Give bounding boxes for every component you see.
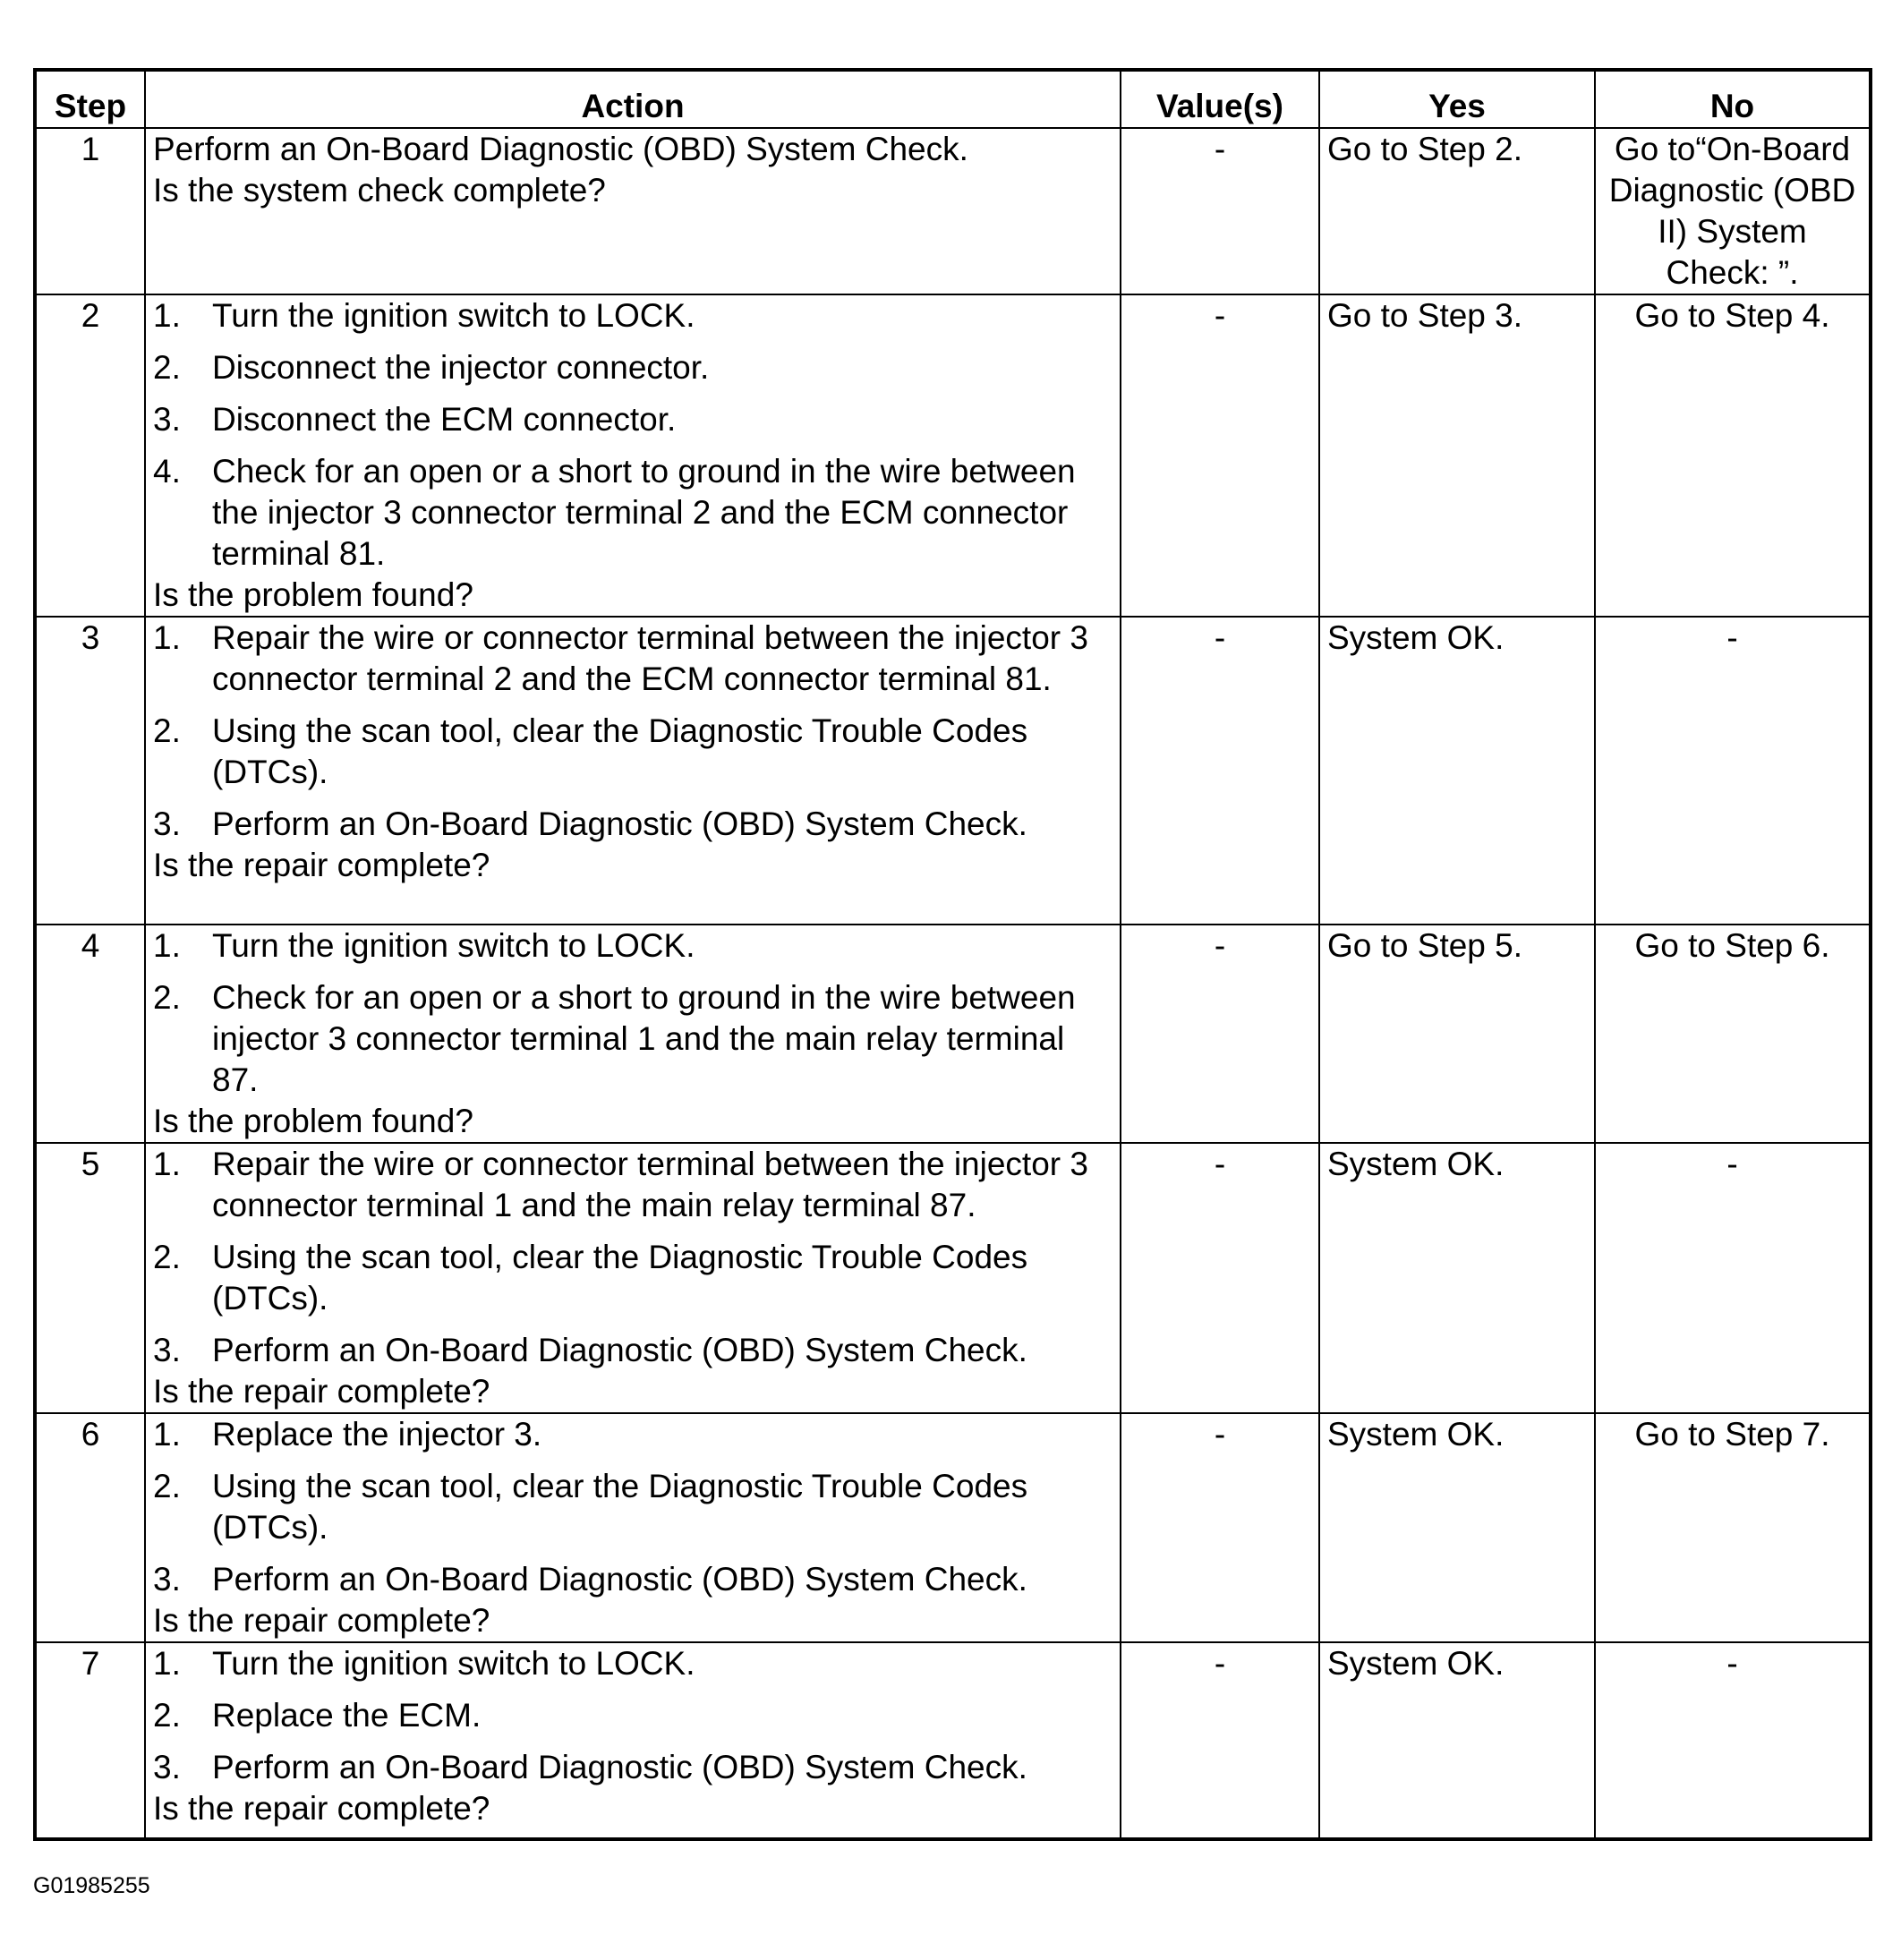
step-question: Is the repair complete?	[153, 1373, 490, 1410]
no-cell: -	[1595, 617, 1871, 925]
list-item-text: Disconnect the injector connector.	[212, 349, 710, 386]
yes-cell: System OK.	[1319, 617, 1595, 925]
step-question: Is the repair complete?	[153, 1790, 490, 1827]
list-item	[153, 295, 1112, 337]
no-cell: -	[1595, 1642, 1871, 1839]
list-item-text: Replace the injector 3.	[212, 1416, 542, 1453]
list-item	[153, 925, 1112, 967]
figure-id: G01985255	[33, 1873, 150, 1898]
yes-cell: Go to Step 2.	[1319, 128, 1595, 294]
list-item-text: Repair the wire or connector terminal between the injector 3 connector terminal 2 and the ECM connector terminal 81.	[212, 619, 1088, 697]
table-row	[35, 1143, 1871, 1413]
table-row	[35, 1642, 1871, 1839]
list-item	[153, 1695, 1112, 1736]
list-item-text: Perform an On-Board Diagnostic (OBD) System Check.	[212, 805, 1027, 842]
list-item-text: Check for an open or a short to ground in the wire between injector 3 connector terminal 1 and the main relay terminal 87.	[212, 979, 1076, 1098]
action-cell	[145, 1143, 1121, 1413]
list-item	[153, 711, 1112, 793]
list-item-text: Turn the ignition switch to LOCK.	[212, 297, 695, 334]
step-question: Is the problem found?	[153, 576, 473, 613]
list-item-number: 1.	[153, 619, 181, 656]
action-cell	[145, 925, 1121, 1143]
no-cell: Go to Step 6.	[1595, 925, 1871, 1143]
list-item-number: 1.	[153, 1645, 181, 1682]
list-item-text: Repair the wire or connector terminal between the injector 3 connector terminal 1 and the main relay terminal 87.	[212, 1146, 1088, 1223]
yes-cell: System OK.	[1319, 1413, 1595, 1642]
header-value: Value(s)	[1121, 70, 1319, 128]
header-step: Step	[35, 70, 145, 128]
list-item	[153, 347, 1112, 388]
list-item	[153, 804, 1112, 845]
list-item-text: Using the scan tool, clear the Diagnostic Trouble Codes (DTCs).	[212, 1468, 1028, 1546]
list-item	[153, 1330, 1112, 1371]
step-number: 7	[35, 1642, 145, 1839]
list-item-number: 2.	[153, 1468, 181, 1504]
list-item-number: 3.	[153, 1749, 181, 1785]
list-item	[153, 1144, 1112, 1226]
step-question: Is the repair complete?	[153, 1602, 490, 1639]
table-header	[35, 70, 1871, 128]
list-item	[153, 1414, 1112, 1455]
action-text: Perform an On-Board Diagnostic (OBD) System Check.	[153, 131, 968, 167]
yes-cell: System OK.	[1319, 1642, 1595, 1839]
header-action: Action	[145, 70, 1121, 128]
table-row	[35, 617, 1871, 925]
list-item-text: Disconnect the ECM connector.	[212, 401, 677, 438]
action-list	[153, 1643, 1112, 1788]
value-cell: -	[1121, 128, 1319, 294]
action-cell	[145, 294, 1121, 617]
step-number: 4	[35, 925, 145, 1143]
list-item	[153, 1466, 1112, 1548]
list-item	[153, 451, 1112, 575]
table-row	[35, 925, 1871, 1143]
header-row	[35, 70, 1871, 128]
list-item-number: 1.	[153, 927, 181, 964]
header-no: No	[1595, 70, 1871, 128]
action-list	[153, 1144, 1112, 1371]
list-item-number: 2.	[153, 1239, 181, 1275]
step-question: Is the system check complete?	[153, 172, 606, 209]
value-cell: -	[1121, 617, 1319, 925]
list-item-number: 2.	[153, 979, 181, 1016]
diagnostic-table	[33, 68, 1872, 1841]
list-item-number: 2.	[153, 349, 181, 386]
list-item-number: 2.	[153, 712, 181, 749]
value-cell: -	[1121, 925, 1319, 1143]
no-cell: Go to Step 7.	[1595, 1413, 1871, 1642]
no-cell: -	[1595, 1143, 1871, 1413]
table-row	[35, 128, 1871, 294]
action-cell	[145, 1642, 1121, 1839]
step-number: 2	[35, 294, 145, 617]
step-number: 6	[35, 1413, 145, 1642]
step-number: 1	[35, 128, 145, 294]
list-item-text: Perform an On-Board Diagnostic (OBD) System Check.	[212, 1749, 1027, 1785]
list-item-number: 3.	[153, 1332, 181, 1368]
action-cell	[145, 128, 1121, 294]
action-list	[153, 295, 1112, 575]
yes-cell: System OK.	[1319, 1143, 1595, 1413]
list-item-text: Turn the ignition switch to LOCK.	[212, 927, 695, 964]
step-number: 5	[35, 1143, 145, 1413]
list-item-number: 3.	[153, 401, 181, 438]
list-item	[153, 399, 1112, 440]
yes-cell: Go to Step 3.	[1319, 294, 1595, 617]
list-item-text: Using the scan tool, clear the Diagnostic Trouble Codes (DTCs).	[212, 712, 1028, 790]
header-yes: Yes	[1319, 70, 1595, 128]
list-item-number: 1.	[153, 1416, 181, 1453]
action-list	[153, 925, 1112, 1101]
list-item	[153, 618, 1112, 700]
value-cell: -	[1121, 1143, 1319, 1413]
list-item-text: Turn the ignition switch to LOCK.	[212, 1645, 695, 1682]
table-row	[35, 294, 1871, 617]
list-item-text: Check for an open or a short to ground in the wire between the injector 3 connector terminal 2 and the ECM connector terminal 81.	[212, 453, 1076, 572]
list-item	[153, 1747, 1112, 1788]
list-item-number: 3.	[153, 805, 181, 842]
list-item-number: 1.	[153, 1146, 181, 1182]
value-cell: -	[1121, 1413, 1319, 1642]
list-item	[153, 977, 1112, 1101]
table-body	[35, 128, 1871, 1839]
no-cell: Go to“On-Board Diagnostic (OBD II) System Check: ”.	[1595, 128, 1871, 294]
no-cell: Go to Step 4.	[1595, 294, 1871, 617]
action-list	[153, 618, 1112, 845]
action-cell	[145, 1413, 1121, 1642]
step-question: Is the problem found?	[153, 1103, 473, 1139]
action-cell	[145, 617, 1121, 925]
list-item-number: 1.	[153, 297, 181, 334]
list-item-number: 4.	[153, 453, 181, 490]
list-item-number: 3.	[153, 1561, 181, 1598]
list-item-text: Perform an On-Board Diagnostic (OBD) System Check.	[212, 1561, 1027, 1598]
step-number: 3	[35, 617, 145, 925]
list-item-text: Replace the ECM.	[212, 1697, 482, 1734]
list-item-number: 2.	[153, 1697, 181, 1734]
value-cell: -	[1121, 294, 1319, 617]
list-item-text: Using the scan tool, clear the Diagnostic Trouble Codes (DTCs).	[212, 1239, 1028, 1317]
list-item	[153, 1559, 1112, 1600]
list-item	[153, 1643, 1112, 1684]
action-list	[153, 1414, 1112, 1600]
list-item-text: Perform an On-Board Diagnostic (OBD) System Check.	[212, 1332, 1027, 1368]
yes-cell: Go to Step 5.	[1319, 925, 1595, 1143]
table-row	[35, 1413, 1871, 1642]
value-cell: -	[1121, 1642, 1319, 1839]
list-item	[153, 1237, 1112, 1319]
step-question: Is the repair complete?	[153, 847, 490, 883]
